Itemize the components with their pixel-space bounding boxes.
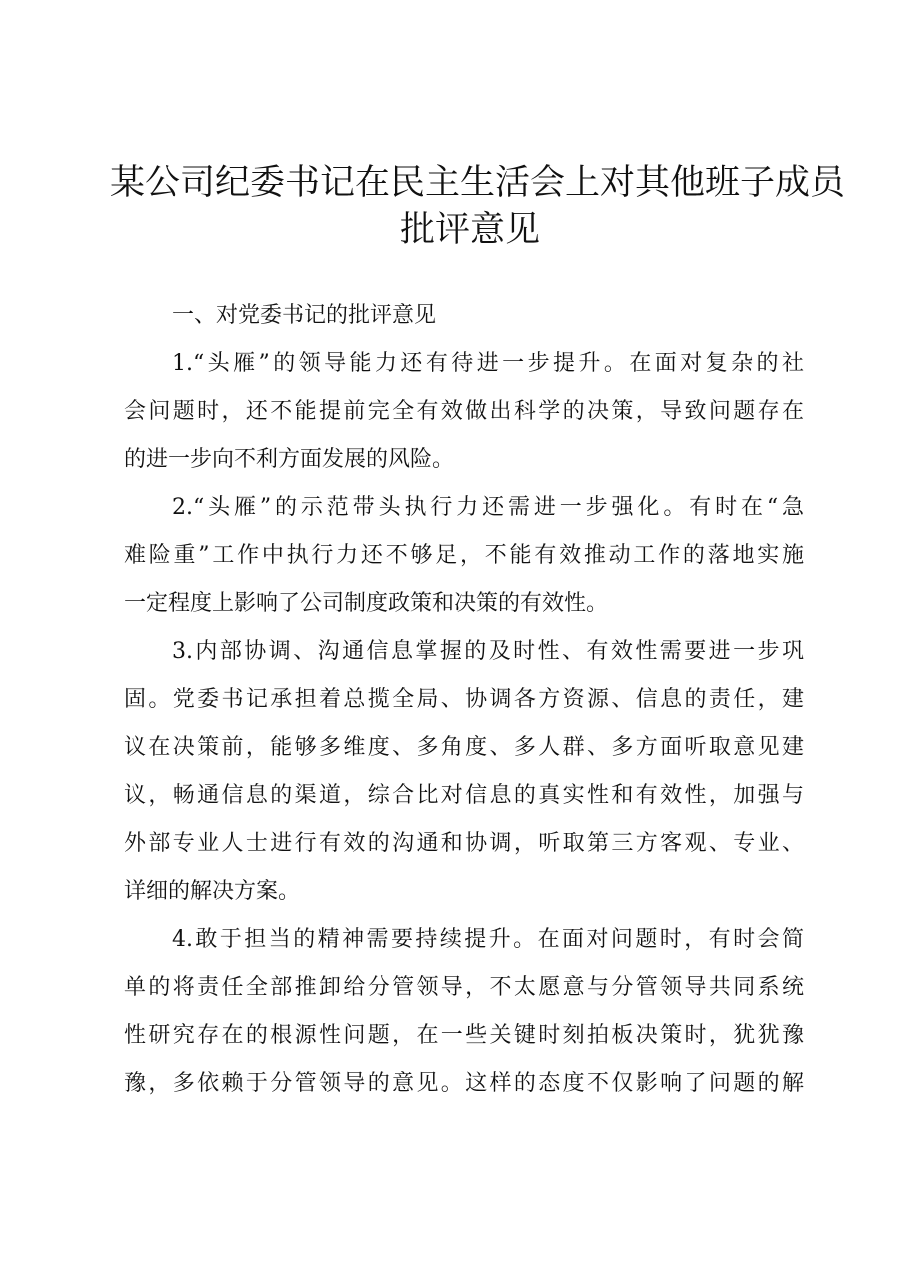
paragraph-line: 3.内部协调、沟通信息掌握的及时性、有效性需要进一步巩 <box>172 639 804 664</box>
paragraph-4 <box>124 916 804 1108</box>
paragraph-line: 一定程度上影响了公司制度政策和决策的有效性。 <box>124 591 609 616</box>
paragraph-line: 难险重”工作中执行力还不够足，不能有效推动工作的落地实施 <box>124 543 804 568</box>
section-heading: 一、对党委书记的批评意见 <box>172 303 437 328</box>
paragraph-line: 议在决策前，能够多维度、多角度、多人群、多方面听取意见建 <box>124 735 804 760</box>
paragraph-line: 议，畅通信息的渠道，综合比对信息的真实性和有效性，加强与 <box>124 783 804 808</box>
paragraph-line: 固。党委书记承担着总揽全局、协调各方资源、信息的责任，建 <box>124 687 804 712</box>
document-title <box>110 160 846 254</box>
document-body <box>124 292 804 1108</box>
paragraph-3 <box>124 628 804 916</box>
paragraph-2 <box>124 484 804 628</box>
paragraph-1 <box>124 340 804 484</box>
paragraph-line: 详细的解决方案。 <box>124 879 301 904</box>
paragraph-line: 4.敢于担当的精神需要持续提升。在面对问题时，有时会简 <box>172 927 804 952</box>
paragraph-line: 2.“头雁”的示范带头执行力还需进一步强化。有时在“急 <box>172 495 804 520</box>
paragraph-line: 会问题时，还不能提前完全有效做出科学的决策，导致问题存在 <box>124 399 804 424</box>
paragraph-line: 的进一步向不利方面发展的风险。 <box>124 447 455 472</box>
paragraph-line: 1.“头雁”的领导能力还有待进一步提升。在面对复杂的社 <box>172 351 804 376</box>
title-line: 某公司纪委书记在民主生活会上对其他班子成员 <box>110 163 846 203</box>
paragraph-line: 单的将责任全部推卸给分管领导，不太愿意与分管领导共同系统 <box>124 975 804 1000</box>
paragraph-line: 外部专业人士进行有效的沟通和协调，听取第三方客观、专业、 <box>124 831 804 856</box>
paragraph-line: 豫，多依赖于分管领导的意见。这样的态度不仅影响了问题的解 <box>124 1071 804 1096</box>
title-line: 批评意见 <box>399 210 540 250</box>
paragraph-line: 性研究存在的根源性问题，在一些关键时刻拍板决策时，犹犹豫 <box>124 1023 804 1048</box>
